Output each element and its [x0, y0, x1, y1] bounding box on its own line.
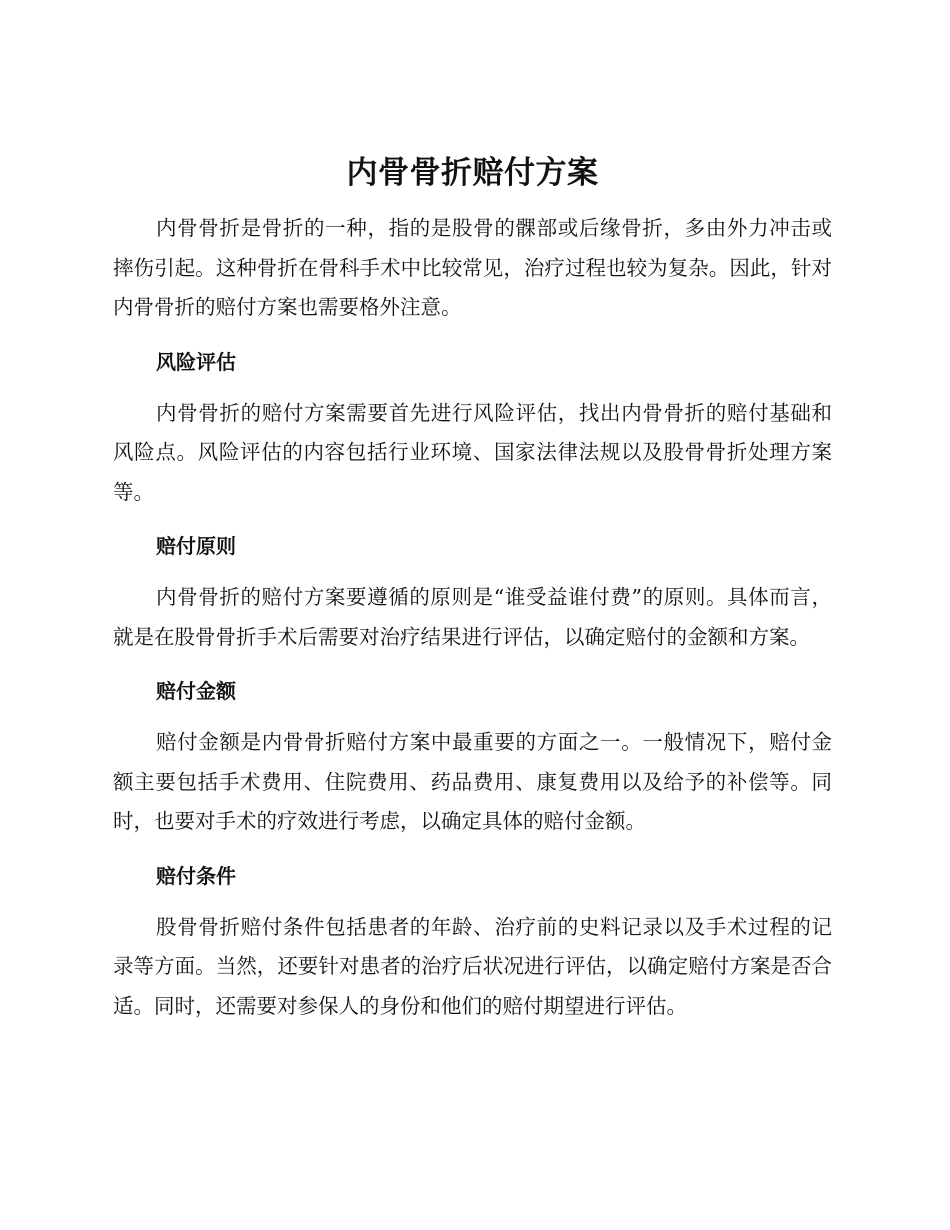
document-title: 内骨骨折赔付方案	[346, 155, 599, 191]
section-heading: 赔付条件	[156, 863, 236, 888]
section-heading: 赔付金额	[156, 679, 236, 703]
section-paragraph: 股骨骨折赔付条件包括患者的年龄、治疗前的史料记录以及手术过程的记录等方面。当然，还要针对患者的治疗后状况进行评估，以确定赔付方案是否合适。同时，还需要对参保人的身份和他们的赔付期望进行评估。	[113, 914, 832, 1018]
section-risk-assessment	[113, 342, 832, 513]
section-compensation-conditions	[113, 856, 832, 1027]
section-paragraph: 内骨骨折的赔付方案要遵循的原则是“谁受益谁付费”的原则。具体而言，就是在股骨骨折手术后需要对治疗结果进行评估，以确定赔付的金额和方案。	[113, 585, 832, 649]
intro-paragraph: 内骨骨折是骨折的一种，指的是股骨的髁部或后缘骨折，多由外力冲击或摔伤引起。这种骨折在骨科手术中比较常见，治疗过程也较为复杂。因此，针对内骨骨折的赔付方案也需要格外注意。	[113, 216, 832, 319]
section-paragraph: 内骨骨折的赔付方案需要首先进行风险评估，找出内骨骨折的赔付基础和风险点。风险评估的内容包括行业环境、国家法律法规以及股骨骨折处理方案等。	[113, 400, 832, 504]
section-compensation-amount	[113, 671, 832, 842]
section-compensation-principle	[113, 526, 832, 657]
section-heading: 风险评估	[156, 349, 236, 374]
section-paragraph: 赔付金额是内骨骨折赔付方案中最重要的方面之一。一般情况下，赔付金额主要包括手术费用、住院费用、药品费用、康复费用以及给予的补偿等。同时，也要对手术的疗效进行考虑，以确定具体的赔付金额。	[113, 730, 832, 833]
section-heading: 赔付原则	[156, 534, 236, 558]
